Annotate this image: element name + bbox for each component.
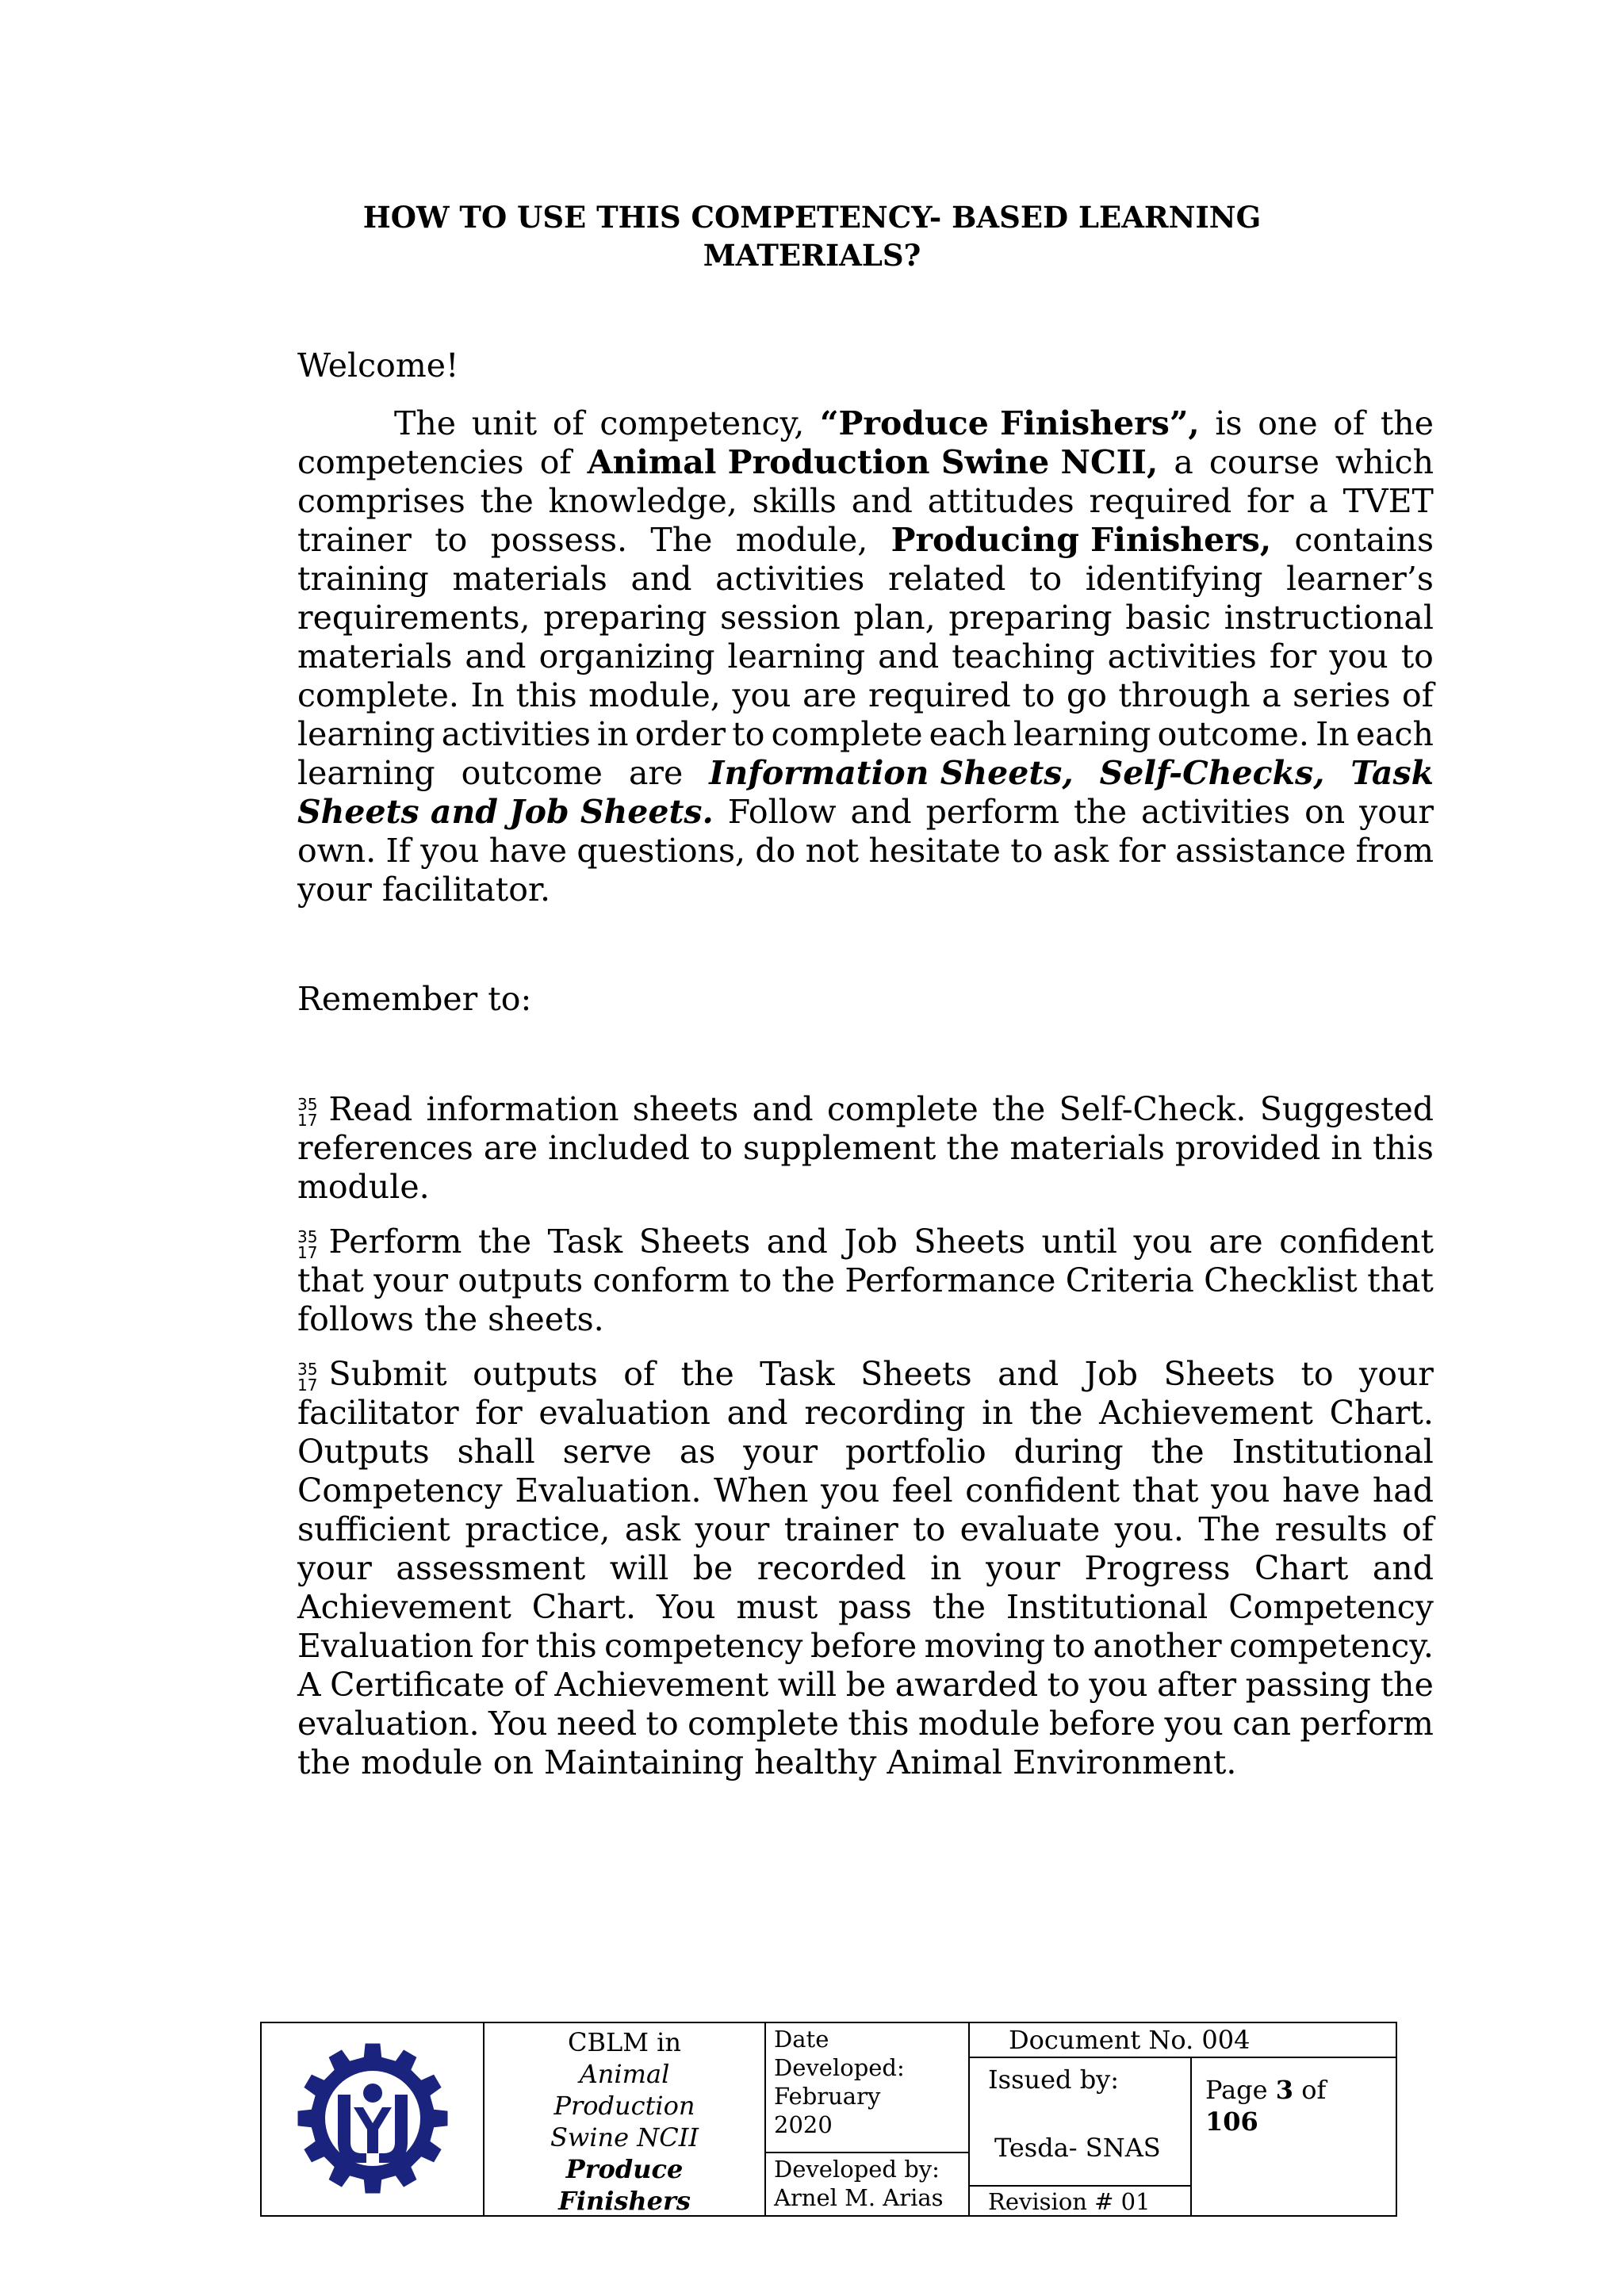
bullet-line: 35 17 Perform the Task Sheets and Job Sheets until you are confident bbox=[297, 1223, 1434, 1262]
revision-number: Revision # 01 bbox=[988, 2188, 1151, 2215]
intro-line: Sheets and Job Sheets. Follow and perform the activities on your bbox=[297, 793, 1434, 831]
bullet-line: 35 17 Submit outputs of the Task Sheets and Job Sheets to your bbox=[297, 1355, 1434, 1395]
bullet-icon: 35 17 bbox=[297, 1094, 318, 1130]
intro-line: requirements, preparing session plan, preparing basic instructional bbox=[297, 599, 1434, 637]
issued-by-label: Issued by: bbox=[988, 2064, 1120, 2095]
tesda-logo bbox=[262, 2023, 483, 2215]
table-divider bbox=[968, 2185, 1190, 2187]
remember-heading: Remember to: bbox=[297, 980, 532, 1018]
bullet-line: references are included to supplement the materials provided in this bbox=[297, 1129, 1434, 1167]
bullet-icon: 35 17 bbox=[297, 1226, 318, 1262]
bullet-line: Outputs shall serve as your portfolio during the Institutional bbox=[297, 1433, 1434, 1471]
intro-line: materials and organizing learning and teaching activities for you to bbox=[297, 637, 1434, 675]
table-divider bbox=[1190, 2057, 1192, 2215]
table-divider bbox=[764, 2152, 968, 2153]
bullet-line: your assessment will be recorded in your Progress Chart and bbox=[297, 1549, 1434, 1587]
developer-cell: Developed by: Arnel M. Arias bbox=[774, 2156, 944, 2211]
document-footer-table bbox=[260, 2022, 1397, 2217]
intro-line: trainer to possess. The module, Producing Finishers, contains bbox=[297, 521, 1434, 559]
bullet-line: Evaluation for this competency before moving to another competency. bbox=[297, 1627, 1434, 1665]
intro-line: The unit of competency, “Produce Finishers”, is one of the bbox=[394, 404, 1434, 442]
bullet-line: sufficient practice, ask your trainer to evaluate you. The results of bbox=[297, 1510, 1434, 1548]
page-number: Page 3 of 106 bbox=[1205, 2075, 1327, 2137]
bullet-icon: 35 17 bbox=[297, 1359, 318, 1395]
page-title: HOW TO USE THIS COMPETENCY- BASED LEARNING MATERIALS? bbox=[362, 200, 1262, 273]
bullet-line: module. bbox=[297, 1168, 430, 1206]
table-divider bbox=[764, 2023, 766, 2215]
logo-figure bbox=[363, 2084, 382, 2103]
intro-line: training materials and activities related to identifying learner’s bbox=[297, 560, 1434, 598]
bullet-line: A Certificate of Achievement will be awarded to you after passing the bbox=[297, 1666, 1434, 1704]
bullet-line: follows the sheets. bbox=[297, 1300, 604, 1338]
cblm-cell: CBLM in Animal Production Swine NCII Produce Finishers bbox=[550, 2027, 699, 2216]
bullet-line: Achievement Chart. You must pass the Institutional Competency bbox=[297, 1588, 1434, 1626]
issuer: Tesda- SNAS bbox=[994, 2133, 1161, 2163]
document-number: Document No. 004 bbox=[1009, 2025, 1251, 2055]
bullet-line: facilitator for evaluation and recording in the Achievement Chart. bbox=[297, 1394, 1434, 1432]
intro-line: your facilitator. bbox=[297, 871, 551, 909]
intro-line: learning activities in order to complete each learning outcome. In each bbox=[297, 715, 1434, 753]
intro-line: own. If you have questions, do not hesitate to ask for assistance from bbox=[297, 832, 1434, 870]
bullet-line: Competency Evaluation. When you feel confident that you have had bbox=[297, 1471, 1434, 1510]
welcome-text: Welcome! bbox=[297, 346, 459, 385]
table-divider bbox=[968, 2057, 1397, 2058]
bullet-line: the module on Maintaining healthy Animal Environment. bbox=[297, 1743, 1237, 1781]
bullet-line: evaluation. You need to complete this module before you can perform bbox=[297, 1705, 1434, 1743]
bullet-line: 35 17 Read information sheets and complete the Self-Check. Suggested bbox=[297, 1090, 1434, 1130]
intro-line: complete. In this module, you are required to go through a series of bbox=[297, 676, 1434, 714]
intro-line: learning outcome are Information Sheets, Self-Checks, Task bbox=[297, 754, 1434, 792]
tesda-logo-icon bbox=[262, 2023, 483, 2215]
intro-line: competencies of Animal Production Swine NCII, a course which bbox=[297, 443, 1434, 481]
date-cell: Date Developed: February 2020 bbox=[774, 2026, 905, 2138]
bullet-line: that your outputs conform to the Performance Criteria Checklist that bbox=[297, 1261, 1434, 1299]
intro-line: comprises the knowledge, skills and attitudes required for a TVET bbox=[297, 482, 1434, 520]
